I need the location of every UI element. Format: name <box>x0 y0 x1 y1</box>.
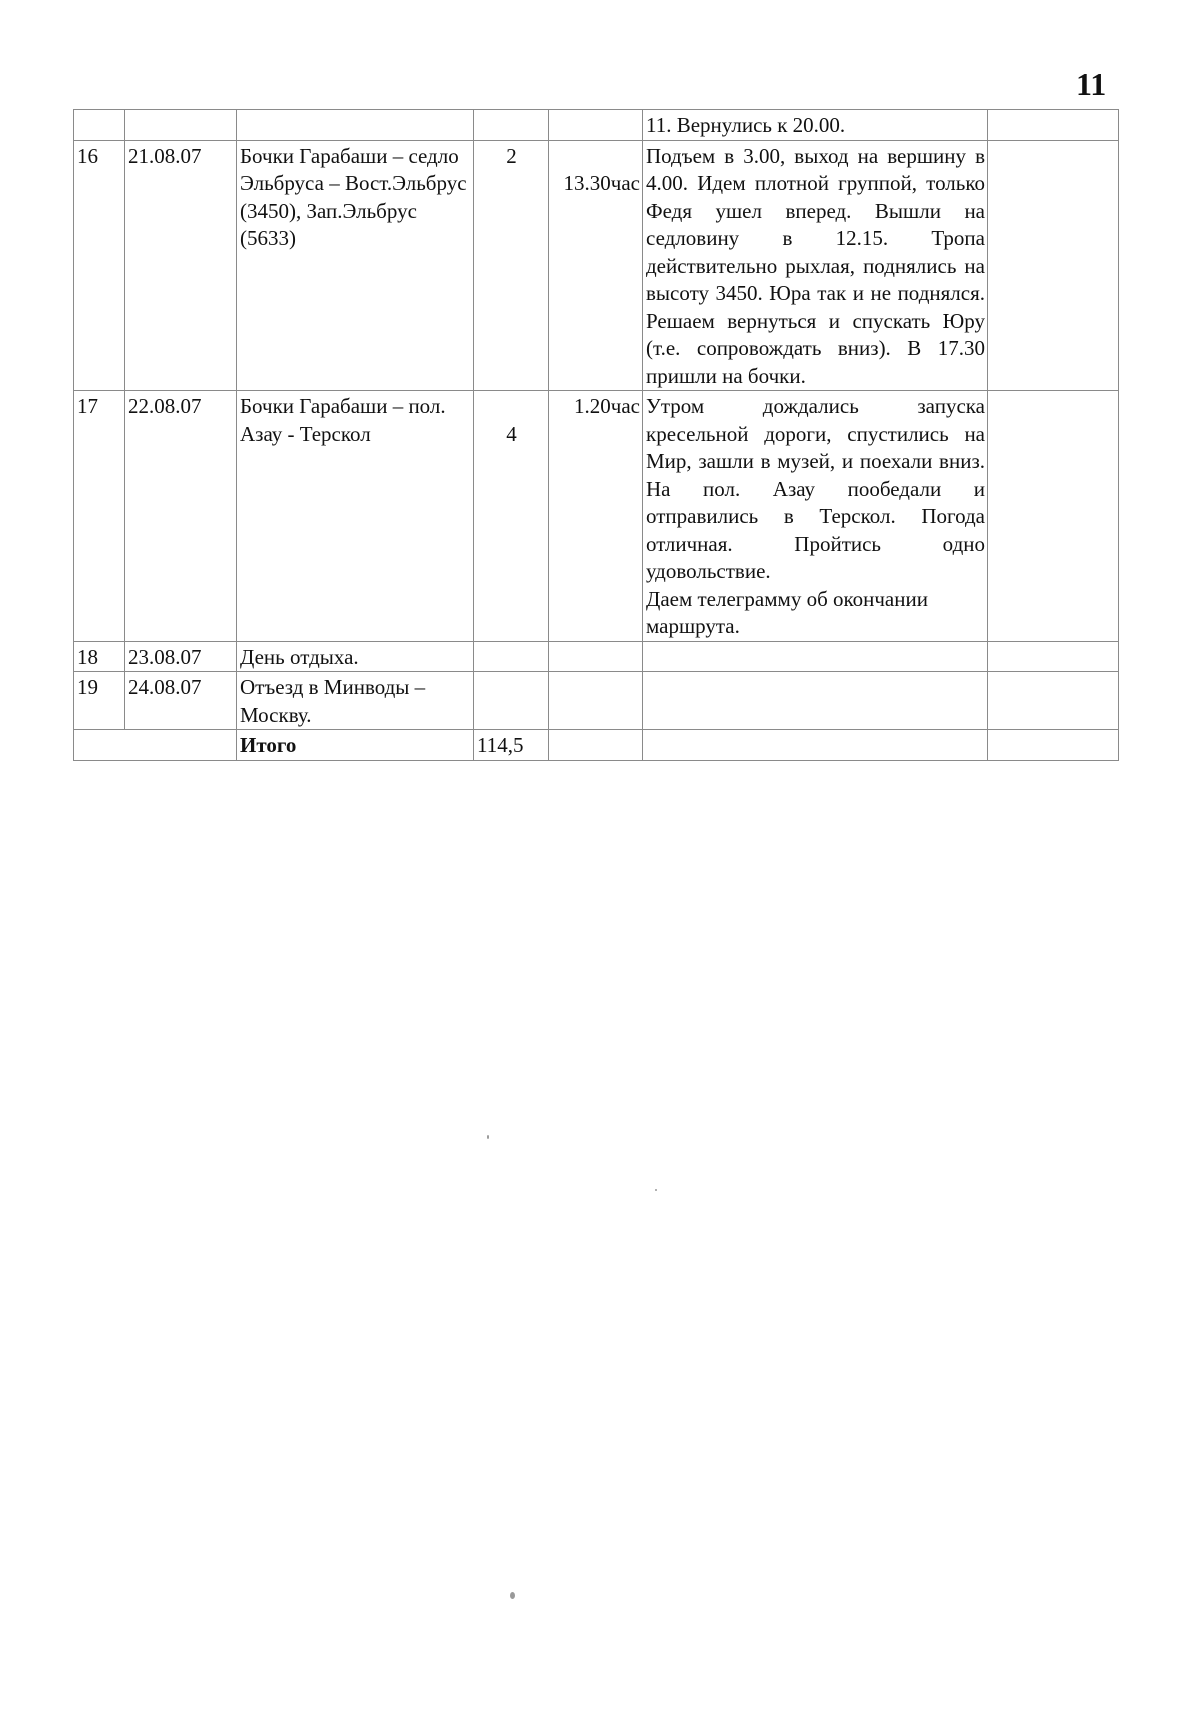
cell-description <box>643 641 988 672</box>
cell-num: 18 <box>74 641 125 672</box>
cell-route: Бочки Гарабаши – пол. Азау - Терскол <box>237 391 474 642</box>
cell-distance <box>474 641 549 672</box>
total-label: Итого <box>237 730 474 761</box>
cell-note <box>988 672 1119 730</box>
itinerary-table <box>73 109 1119 761</box>
cell-route: Отъезд в Минводы – Москву. <box>237 672 474 730</box>
cell-date: 21.08.07 <box>125 140 237 391</box>
cell-empty <box>549 730 643 761</box>
description-extra: Даем телеграмму об окончании маршрута. <box>646 586 928 638</box>
cell-num: 17 <box>74 391 125 642</box>
cell-route: День отдыха. <box>237 641 474 672</box>
scan-speck <box>655 1189 657 1191</box>
cell-note <box>988 110 1119 141</box>
table-row-continuation <box>74 110 1119 141</box>
time-value: 13.30час <box>563 171 640 195</box>
cell-note <box>988 140 1119 391</box>
cell-date: 24.08.07 <box>125 672 237 730</box>
cell-route <box>237 110 474 141</box>
table-row <box>74 140 1119 391</box>
cell-date <box>125 110 237 141</box>
cell-date: 23.08.07 <box>125 641 237 672</box>
description-main: Утром дождались запуска кресельной дороги, спустились на Мир, зашли в музей, и поехали вниз. На пол. Азау пообедали и отправились в Терскол. Погода отличная. Пройтись одно удовольствие. <box>646 394 985 583</box>
page-number: 11 <box>1076 66 1107 102</box>
total-value: 114,5 <box>474 730 549 761</box>
cell-description: Подъем в 3.00, выход на вершину в 4.00. Идем плотной группой, только Федя ушел вперед. Вышли на седловину в 12.15. Тропа действительно рыхлая, поднялись на высоту 3450. Юра так и не поднялся. Решаем вернуться и спускать Юру (т.е. сопровождать вниз). В 17.30 пришли на бочки. <box>643 140 988 391</box>
cell-distance <box>474 110 549 141</box>
cell-description: 11. Вернулись к 20.00. <box>643 110 988 141</box>
cell-distance <box>474 391 549 642</box>
cell-distance <box>474 672 549 730</box>
cell-time <box>549 140 643 391</box>
cell-description <box>643 672 988 730</box>
cell-note <box>988 641 1119 672</box>
cell-note <box>988 391 1119 642</box>
cell-num: 19 <box>74 672 125 730</box>
cell-time <box>549 672 643 730</box>
table-row <box>74 391 1119 642</box>
table-row-total <box>74 730 1119 761</box>
table-row <box>74 641 1119 672</box>
table-row <box>74 672 1119 730</box>
cell-date: 22.08.07 <box>125 391 237 642</box>
cell-empty <box>988 730 1119 761</box>
scan-speck <box>487 1135 489 1139</box>
cell-num: 16 <box>74 140 125 391</box>
cell-description <box>643 391 988 642</box>
cell-num <box>74 110 125 141</box>
cell-time <box>549 641 643 672</box>
distance-value: 4 <box>506 421 517 446</box>
scan-speck <box>510 1592 515 1599</box>
cell-empty <box>643 730 988 761</box>
cell-total-spacer <box>74 730 237 761</box>
cell-route: Бочки Гарабаши – седло Эльбруса – Вост.Эльбрус (3450), Зап.Эльбрус (5633) <box>237 140 474 391</box>
cell-distance: 2 <box>474 140 549 391</box>
cell-time <box>549 110 643 141</box>
cell-time: 1.20час <box>549 391 643 642</box>
